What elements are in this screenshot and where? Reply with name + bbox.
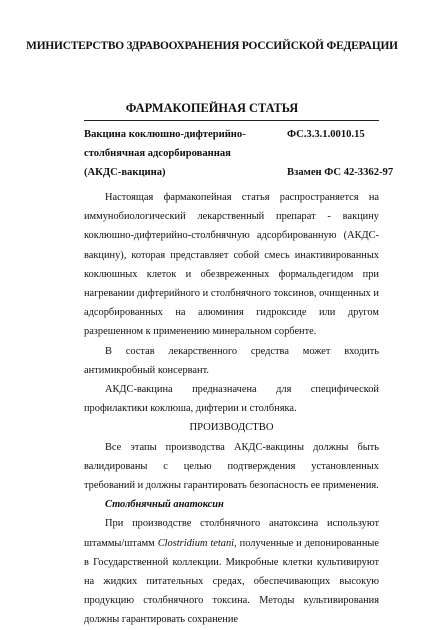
title-divider	[84, 120, 379, 121]
paragraph-preservative: В состав лекарственного средства может входить антимикробный консервант.	[84, 345, 379, 376]
paragraph-tetanus-strains	[84, 514, 379, 629]
strains-text-end: , полученные и депонированные в Государственной коллекции. Микробные клетки культивируют на жидких питательных средах, обеспечивающих высокую продукцию столбнячного токсина. Методы культивирования должны гарантировать сохранение	[84, 537, 379, 626]
strains-text-start: При производстве столбнячного анатоксина используют штаммы/штамм	[84, 518, 379, 549]
article-name-line-2: столбнячная адсорбированная	[84, 148, 231, 159]
article-name-line-1: Вакцина коклюшно-дифтерийно-	[84, 129, 246, 140]
species-name: Clostridium tetani	[157, 537, 235, 549]
article-name-line-3: (АКДС-вакцина)	[84, 167, 166, 178]
replaces-note: Взамен ФС 42-3362-97	[287, 167, 394, 178]
paragraph-scope: Настоящая фармакопейная статья распространяется на иммунобиологический лекарственный препарат - вакцину коклюшно-дифтерийно-столбнячную адсорбированную (АКДС-вакцину), которая представляет собой смесь инактивированных коклюшных клеток и обезвреженных формальдегидом при нагревании дифтерийного и столбнячного токсинов, очищенных и адсорбированных на алюминия гидроксиде или другом разрешенном к применению минеральном сорбенте.	[84, 192, 379, 338]
subheading-tetanus-toxoid: Столбнячный анатоксин	[105, 499, 224, 511]
section-heading-production: ПРОИЗВОДСТВО	[189, 422, 274, 434]
document-title: ФАРМАКОПЕЙНАЯ СТАТЬЯ	[125, 101, 299, 115]
article-code: ФС.3.3.1.0010.15	[287, 129, 365, 140]
article-body	[84, 188, 379, 630]
paragraph-purpose: АКДС-вакцина предназначена для специфической профилактики коклюша, дифтерии и столбняка.	[84, 384, 379, 415]
paragraph-validation: Все этапы производства АКДС-вакцины должны быть валидированы с целью подтверждения установленных требований и должны гарантировать безопасность ее применения.	[84, 441, 379, 492]
ministry-header: МИНИСТЕРСТВО ЗДРАВООХРАНЕНИЯ РОССИЙСКОЙ ФЕДЕРАЦИИ	[26, 40, 398, 52]
